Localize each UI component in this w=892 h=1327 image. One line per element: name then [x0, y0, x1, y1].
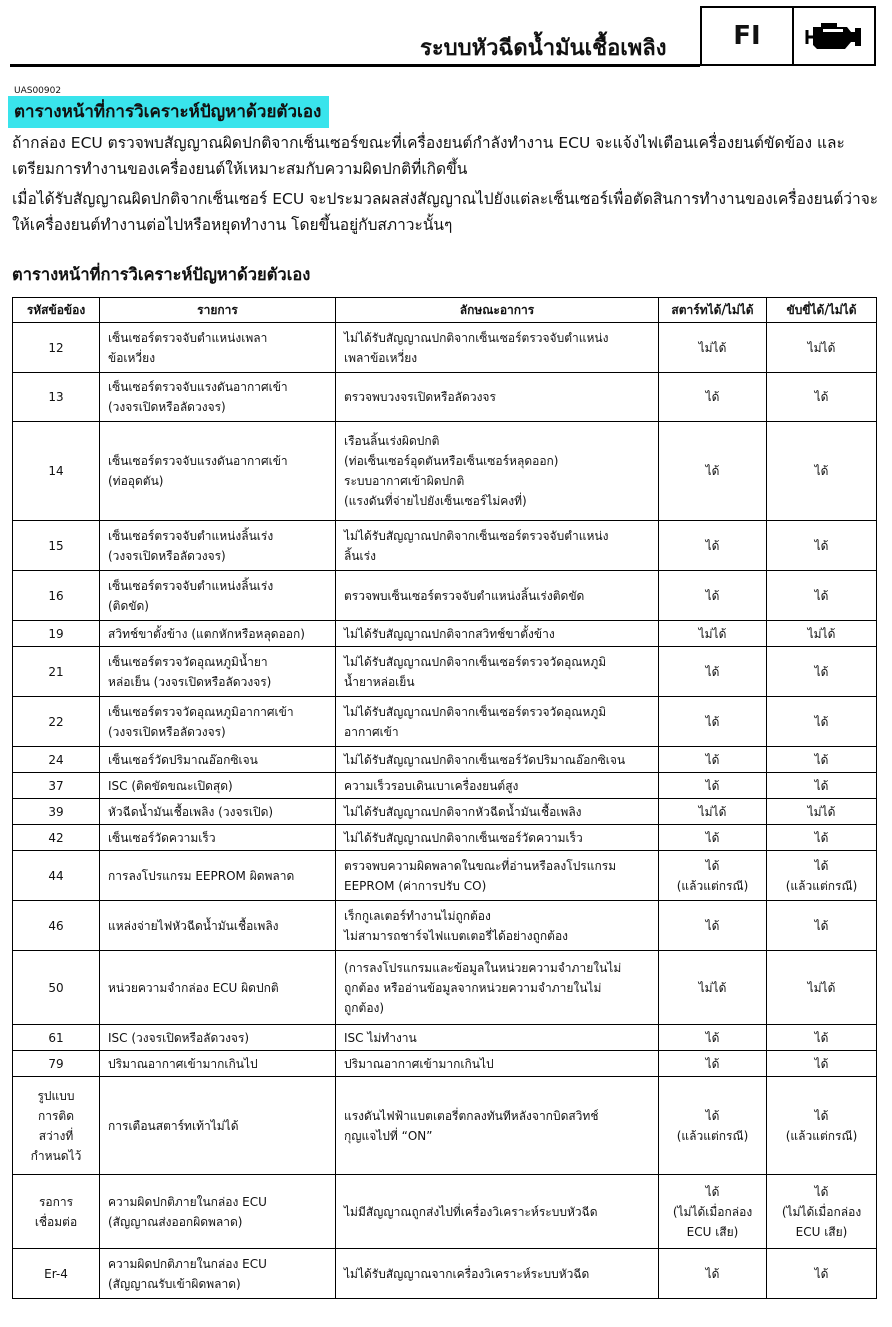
cell-code: 37	[13, 773, 100, 799]
cell-symptom: ไม่ได้รับสัญญาณปกติจากเซ็นเซอร์ตรวจจับตำแหน่ง เพลาข้อเหวี่ยง	[336, 323, 659, 373]
section-code: FI	[702, 8, 794, 64]
cell-item: สวิทช์ขาตั้งข้าง (แตกหักหรือหลุดออก)	[100, 621, 336, 647]
cell-drive: ได้	[767, 1025, 877, 1051]
cell-item: ความผิดปกติภายในกล่อง ECU (สัญญาณรับเข้าผิดพลาด)	[100, 1249, 336, 1299]
cell-drive: ไม่ได้	[767, 621, 877, 647]
table-row	[13, 1077, 877, 1175]
cell-start: ได้ (ไม่ได้เมื่อกล่อง ECU เสีย)	[659, 1175, 767, 1249]
cell-item: เซ็นเซอร์ตรวจจับตำแหน่งลิ้นเร่ง (ติดขัด)	[100, 571, 336, 621]
table-row	[13, 621, 877, 647]
cell-code: 61	[13, 1025, 100, 1051]
table-row	[13, 1051, 877, 1077]
cell-code: 46	[13, 901, 100, 951]
cell-symptom: เรือนลิ้นเร่งผิดปกติ (ท่อเซ็นเซอร์อุดตันหรือเซ็นเซอร์หลุดออก) ระบบอากาศเข้าผิดปกติ (แรงดันที่จ่ายไปยังเซ็นเซอร์ไม่คงที่)	[336, 422, 659, 521]
cell-item: การลงโปรแกรม EEPROM ผิดพลาด	[100, 851, 336, 901]
cell-code: 50	[13, 951, 100, 1025]
cell-code: 13	[13, 373, 100, 422]
cell-drive: ได้ (แล้วแต่กรณี)	[767, 851, 877, 901]
cell-item: หัวฉีดน้ำมันเชื้อเพลิง (วงจรเปิด)	[100, 799, 336, 825]
cell-symptom: ไม่มีสัญญาณถูกส่งไปที่เครื่องวิเคราะห์ระบบหัวฉีด	[336, 1175, 659, 1249]
cell-start: ได้	[659, 1025, 767, 1051]
cell-item: แหล่งจ่ายไฟหัวฉีดน้ำมันเชื้อเพลิง	[100, 901, 336, 951]
cell-item: ISC (ติดขัดขณะเปิดสุด)	[100, 773, 336, 799]
cell-item: เซ็นเซอร์ตรวจจับแรงดันอากาศเข้า (วงจรเปิดหรือลัดวงจร)	[100, 373, 336, 422]
cell-drive: ได้	[767, 1051, 877, 1077]
cell-start: ได้ (แล้วแต่กรณี)	[659, 1077, 767, 1175]
table-row	[13, 773, 877, 799]
cell-drive: ได้	[767, 901, 877, 951]
cell-start: ได้	[659, 1051, 767, 1077]
cell-code: 42	[13, 825, 100, 851]
cell-item: เซ็นเซอร์วัดความเร็ว	[100, 825, 336, 851]
cell-symptom: ไม่ได้รับสัญญาณปกติจากเซ็นเซอร์วัดปริมาณอ๊อกซิเจน	[336, 747, 659, 773]
cell-code: รูปแบบ การติด สว่างที่ กำหนดไว้	[13, 1077, 100, 1175]
cell-item: หน่วยความจำกล่อง ECU ผิดปกติ	[100, 951, 336, 1025]
header-rule	[10, 64, 700, 67]
cell-item: ความผิดปกติภายในกล่อง ECU (สัญญาณส่งออกผิดพลาด)	[100, 1175, 336, 1249]
cell-drive: ได้ (แล้วแต่กรณี)	[767, 1077, 877, 1175]
cell-symptom: ความเร็วรอบเดินเบาเครื่องยนต์สูง	[336, 773, 659, 799]
table-heading: ตารางหน้าที่การวิเคราะห์ปัญหาด้วยตัวเอง	[12, 265, 311, 284]
cell-drive: ได้	[767, 647, 877, 697]
cell-start: ไม่ได้	[659, 799, 767, 825]
cell-start: ได้	[659, 825, 767, 851]
section-badge	[700, 6, 876, 66]
cell-start: ได้	[659, 422, 767, 521]
cell-drive: ได้	[767, 697, 877, 747]
intro-paragraph-2: เมื่อได้รับสัญญาณผิดปกติจากเซ็นเซอร์ ECU จะประมวลผลส่งสัญญาณไปยังแต่ละเซ็นเซอร์เพื่อตัดสินการทำงานของเครื่องยนต์ว่าจะให้เครื่องยนต์ทำงานต่อไปหรือหยุดทำงาน โดยขึ้นอยู่กับสภาวะนั้นๆ	[12, 190, 879, 234]
header-code: รหัสข้อข้อง	[13, 298, 100, 323]
table-row	[13, 373, 877, 422]
cell-drive: ได้	[767, 1249, 877, 1299]
cell-code: 44	[13, 851, 100, 901]
cell-symptom: ไม่ได้รับสัญญาณปกติจากสวิทช์ขาตั้งข้าง	[336, 621, 659, 647]
cell-start: ได้	[659, 697, 767, 747]
cell-symptom: ไม่ได้รับสัญญาณปกติจากเซ็นเซอร์ตรวจวัดอุณหภูมิ อากาศเข้า	[336, 697, 659, 747]
cell-drive: ได้	[767, 521, 877, 571]
cell-start: ได้	[659, 647, 767, 697]
cell-drive: ได้	[767, 571, 877, 621]
table-row	[13, 901, 877, 951]
table-row	[13, 825, 877, 851]
table-row	[13, 647, 877, 697]
cell-symptom: ตรวจพบเซ็นเซอร์ตรวจจับตำแหน่งลิ้นเร่งติดขัด	[336, 571, 659, 621]
cell-symptom: ไม่ได้รับสัญญาณปกติจากหัวฉีดน้ำมันเชื้อเพลิง	[336, 799, 659, 825]
table-row	[13, 697, 877, 747]
cell-item: ปริมาณอากาศเข้ามากเกินไป	[100, 1051, 336, 1077]
cell-code: 14	[13, 422, 100, 521]
cell-drive: ได้ (ไม่ได้เมื่อกล่อง ECU เสีย)	[767, 1175, 877, 1249]
cell-symptom: (การลงโปรแกรมและข้อมูลในหน่วยความจำภายในไม่ ถูกต้อง หรืออ่านข้อมูลจากหน่วยความจำภายในไม่ ถูกต้อง)	[336, 951, 659, 1025]
table-row	[13, 799, 877, 825]
table-row	[13, 951, 877, 1025]
table-row	[13, 323, 877, 373]
cell-start: ได้	[659, 747, 767, 773]
cell-drive: ได้	[767, 747, 877, 773]
cell-item: ISC (วงจรเปิดหรือลัดวงจร)	[100, 1025, 336, 1051]
cell-drive: ได้	[767, 422, 877, 521]
header-item: รายการ	[100, 298, 336, 323]
header-start: สตาร์ทได้/ไม่ได้	[659, 298, 767, 323]
cell-code: 22	[13, 697, 100, 747]
cell-code: Er-4	[13, 1249, 100, 1299]
table-row	[13, 571, 877, 621]
cell-code: 21	[13, 647, 100, 697]
cell-code: 16	[13, 571, 100, 621]
cell-symptom: ไม่ได้รับสัญญาณปกติจากเซ็นเซอร์วัดความเร็ว	[336, 825, 659, 851]
cell-drive: ไม่ได้	[767, 323, 877, 373]
cell-code: 24	[13, 747, 100, 773]
cell-drive: ได้	[767, 825, 877, 851]
cell-start: ไม่ได้	[659, 951, 767, 1025]
intro-paragraph-1: ถ้ากล่อง ECU ตรวจพบสัญญาณผิดปกติจากเซ็นเซอร์ขณะที่เครื่องยนต์กำลังทำงาน ECU จะแจ้งไฟเตือนเครื่องยนต์ขัดข้อง และเตรียมการทำงานของเครื่องยนต์ให้เหมาะสมกับความผิดปกติที่เกิดขึ้น	[12, 134, 845, 178]
table-row	[13, 521, 877, 571]
cell-code: 12	[13, 323, 100, 373]
cell-drive: ไม่ได้	[767, 951, 877, 1025]
cell-drive: ได้	[767, 373, 877, 422]
cell-symptom: ปริมาณอากาศเข้ามากเกินไป	[336, 1051, 659, 1077]
cell-item: การเตือนสตาร์ทเท้าไม่ได้	[100, 1077, 336, 1175]
document-code: UAS00902	[14, 86, 62, 96]
cell-item: เซ็นเซอร์วัดปริมาณอ๊อกซิเจน	[100, 747, 336, 773]
cell-item: เซ็นเซอร์ตรวจจับแรงดันอากาศเข้า (ท่ออุดตัน)	[100, 422, 336, 521]
cell-code: 79	[13, 1051, 100, 1077]
cell-start: ได้	[659, 1249, 767, 1299]
cell-symptom: เร็กกูเลเตอร์ทำงานไม่ถูกต้อง ไม่สามารถชาร์จไฟแบตเตอรี่ได้อย่างถูกต้อง	[336, 901, 659, 951]
cell-symptom: แรงดันไฟฟ้าแบตเตอรี่ตกลงทันทีหลังจากบิดสวิทช์ กุญแจไปที่ “ON”	[336, 1077, 659, 1175]
engine-icon	[794, 8, 874, 64]
cell-code: 19	[13, 621, 100, 647]
header-drive: ขับขี่ได้/ไม่ได้	[767, 298, 877, 323]
cell-symptom: ไม่ได้รับสัญญาณปกติจากเซ็นเซอร์ตรวจวัดอุณหภูมิ น้ำยาหล่อเย็น	[336, 647, 659, 697]
cell-symptom: ไม่ได้รับสัญญาณจากเครื่องวิเคราะห์ระบบหัวฉีด	[336, 1249, 659, 1299]
diagnostic-table	[12, 297, 877, 1299]
cell-item: เซ็นเซอร์ตรวจวัดอุณหภูมิน้ำยา หล่อเย็น (วงจรเปิดหรือลัดวงจร)	[100, 647, 336, 697]
cell-drive: ไม่ได้	[767, 799, 877, 825]
table-row	[13, 1249, 877, 1299]
cell-item: เซ็นเซอร์ตรวจจับตำแหน่งเพลา ข้อเหวี่ยง	[100, 323, 336, 373]
cell-start: ไม่ได้	[659, 323, 767, 373]
cell-start: ได้	[659, 373, 767, 422]
cell-symptom: ตรวจพบวงจรเปิดหรือลัดวงจร	[336, 373, 659, 422]
cell-item: เซ็นเซอร์ตรวจวัดอุณหภูมิอากาศเข้า (วงจรเปิดหรือลัดวงจร)	[100, 697, 336, 747]
cell-code: 15	[13, 521, 100, 571]
section-heading: ตารางหน้าที่การวิเคราะห์ปัญหาด้วยตัวเอง	[8, 96, 329, 128]
cell-item: เซ็นเซอร์ตรวจจับตำแหน่งลิ้นเร่ง (วงจรเปิดหรือลัดวงจร)	[100, 521, 336, 571]
header-symptom: ลักษณะอาการ	[336, 298, 659, 323]
table-header-row	[13, 298, 877, 323]
cell-code: รอการ เชื่อมต่อ	[13, 1175, 100, 1249]
cell-start: ได้	[659, 521, 767, 571]
cell-code: 39	[13, 799, 100, 825]
cell-start: ได้	[659, 901, 767, 951]
cell-symptom: ไม่ได้รับสัญญาณปกติจากเซ็นเซอร์ตรวจจับตำแหน่ง ลิ้นเร่ง	[336, 521, 659, 571]
table-row	[13, 1025, 877, 1051]
table-row	[13, 1175, 877, 1249]
table-row	[13, 422, 877, 521]
table-row	[13, 747, 877, 773]
cell-start: ได้	[659, 571, 767, 621]
cell-start: ได้ (แล้วแต่กรณี)	[659, 851, 767, 901]
table-row	[13, 851, 877, 901]
cell-start: ไม่ได้	[659, 621, 767, 647]
page-title: ระบบหัวฉีดน้ำมันเชื้อเพลิง	[420, 36, 667, 61]
cell-start: ได้	[659, 773, 767, 799]
cell-drive: ได้	[767, 773, 877, 799]
cell-symptom: ISC ไม่ทำงาน	[336, 1025, 659, 1051]
cell-symptom: ตรวจพบความผิดพลาดในขณะที่อ่านหรือลงโปรแกรม EEPROM (ค่าการปรับ CO)	[336, 851, 659, 901]
